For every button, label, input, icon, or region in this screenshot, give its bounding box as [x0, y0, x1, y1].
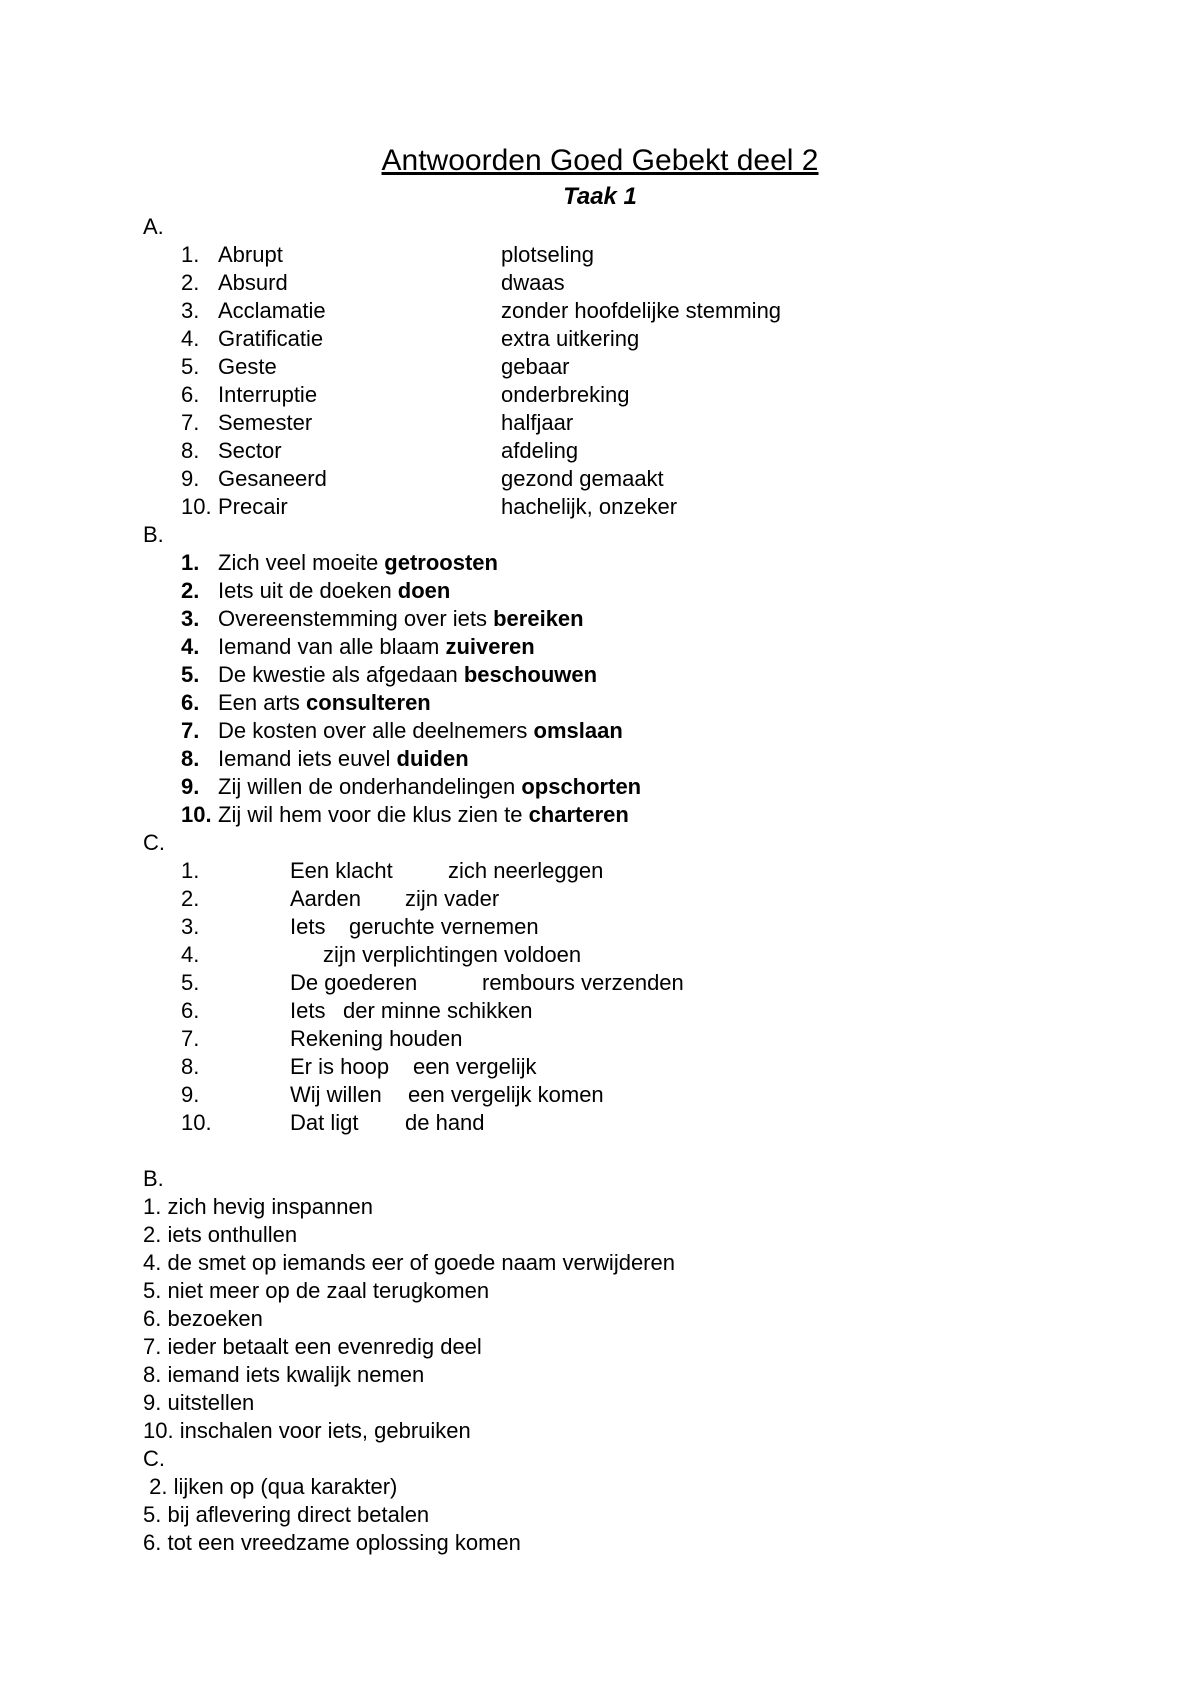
- item-number: 3.: [181, 914, 200, 939]
- expression-text: [218, 605, 584, 633]
- expression-text: [218, 661, 597, 689]
- vocab-definition: afdeling: [501, 438, 579, 463]
- item-number: 8.: [181, 438, 200, 463]
- explanation-row: 6. bezoeken: [143, 1306, 263, 1331]
- vocab-row: [143, 269, 1143, 297]
- vocab-term: Sector: [218, 438, 282, 463]
- phrase-row: [143, 1053, 1143, 1081]
- vocab-definition: zonder hoofdelijke stemming: [501, 298, 782, 323]
- phrase-end: der minne schikken: [343, 998, 533, 1023]
- phrase-start: Er is hoop: [290, 1054, 390, 1079]
- expression-plain: Zich veel moeite: [218, 550, 385, 575]
- vocab-row: [143, 381, 1143, 409]
- expression-row: [143, 633, 1143, 661]
- phrase-start: Wij willen: [290, 1082, 382, 1107]
- vocab-term: Absurd: [218, 270, 288, 295]
- expression-text: [218, 717, 623, 745]
- expression-verb: bereiken: [493, 606, 584, 631]
- expression-verb: getroosten: [384, 550, 498, 575]
- expression-row: [143, 801, 1143, 829]
- vocab-row: [143, 465, 1143, 493]
- vocab-row: [143, 409, 1143, 437]
- item-number: 2.: [181, 886, 200, 911]
- section-b-label: B.: [143, 522, 164, 547]
- expression-verb: omslaan: [533, 718, 623, 743]
- item-number: 5.: [181, 970, 200, 995]
- expression-plain: De kwestie als afgedaan: [218, 662, 464, 687]
- explanation-row: 4. de smet op iemands eer of goede naam verwijderen: [143, 1250, 675, 1275]
- phrase-start: Rekening houden: [290, 1026, 463, 1051]
- vocab-row: [143, 297, 1143, 325]
- phrase-end: geruchte vernemen: [349, 914, 539, 939]
- phrase-end: een vergelijk komen: [408, 1082, 604, 1107]
- spacer: [143, 1137, 1143, 1165]
- expression-row: [143, 717, 1143, 745]
- phrase-row: [143, 969, 1143, 997]
- item-number: 7.: [181, 1026, 200, 1051]
- item-number: 5.: [181, 354, 200, 379]
- vocab-definition: extra uitkering: [501, 326, 640, 351]
- expression-text: [218, 689, 431, 717]
- expression-text: [218, 745, 469, 773]
- vocab-row: [143, 325, 1143, 353]
- item-number: 3.: [181, 606, 200, 631]
- expression-plain: Iemand van alle blaam: [218, 634, 446, 659]
- expression-verb: doen: [397, 578, 451, 603]
- item-number: 7.: [181, 410, 200, 435]
- expression-row: [143, 773, 1143, 801]
- phrase-row: [143, 1109, 1143, 1137]
- vocab-row: [143, 241, 1143, 269]
- expression-plain: De kosten over alle deelnemers: [218, 718, 534, 743]
- item-number: 10.: [181, 1110, 212, 1135]
- expression-text: [218, 549, 498, 577]
- expression-row: [143, 745, 1143, 773]
- phrase-end: zich neerleggen: [448, 858, 604, 883]
- phrase-end: zijn verplichtingen voldoen: [323, 942, 582, 967]
- phrase-row: [143, 885, 1143, 913]
- item-number: 4.: [181, 326, 200, 351]
- expression-verb: zuiveren: [445, 634, 535, 659]
- expression-row: [143, 605, 1143, 633]
- expression-plain: Iemand iets euvel: [218, 746, 397, 771]
- item-number: 9.: [181, 774, 200, 799]
- explanation-row: 10. inschalen voor iets, gebruiken: [143, 1418, 471, 1443]
- document-body: [143, 213, 1143, 1557]
- section-b-list: [143, 549, 1143, 829]
- item-number: 4.: [181, 634, 200, 659]
- item-number: 6.: [181, 998, 200, 1023]
- expression-text: [218, 577, 450, 605]
- vocab-row: [143, 493, 1143, 521]
- phrase-row: [143, 997, 1143, 1025]
- expression-plain: Overeenstemming over iets: [218, 606, 494, 631]
- expression-text: [218, 773, 641, 801]
- expression-verb: duiden: [396, 746, 469, 771]
- phrase-start: Een klacht: [290, 858, 393, 883]
- item-number: 8.: [181, 1054, 200, 1079]
- item-number: 8.: [181, 746, 200, 771]
- phrase-start: Iets: [290, 914, 326, 939]
- phrase-row: [143, 941, 1143, 969]
- section-c2-list: [143, 1473, 1143, 1557]
- expression-text: [218, 633, 535, 661]
- expression-row: [143, 689, 1143, 717]
- item-number: 3.: [181, 298, 200, 323]
- section-a-label: A.: [143, 214, 164, 239]
- item-number: 2.: [181, 270, 200, 295]
- vocab-definition: onderbreking: [501, 382, 630, 407]
- phrase-row: [143, 1081, 1143, 1109]
- item-number: 6.: [181, 690, 200, 715]
- explanation-row: 8. iemand iets kwalijk nemen: [143, 1362, 425, 1387]
- item-number: 4.: [181, 942, 200, 967]
- vocab-row: [143, 353, 1143, 381]
- vocab-term: Geste: [218, 354, 277, 379]
- phrase-row: [143, 857, 1143, 885]
- explanation-row: 2. iets onthullen: [143, 1222, 298, 1247]
- explanation-row: 5. bij aflevering direct betalen: [143, 1502, 430, 1527]
- expression-plain: Zij willen de onderhandelingen: [218, 774, 522, 799]
- item-number: 9.: [181, 1082, 200, 1107]
- explanation-row: 5. niet meer op de zaal terugkomen: [143, 1278, 490, 1303]
- vocab-term: Precair: [218, 494, 288, 519]
- vocab-definition: gezond gemaakt: [501, 466, 664, 491]
- phrase-end: de hand: [405, 1110, 485, 1135]
- vocab-term: Acclamatie: [218, 298, 326, 323]
- item-number: 7.: [181, 718, 200, 743]
- item-number: 1.: [181, 550, 200, 575]
- expression-plain: Iets uit de doeken: [218, 578, 398, 603]
- phrase-start: Aarden: [290, 886, 361, 911]
- phrase-row: [143, 913, 1143, 941]
- item-number: 10.: [181, 802, 212, 827]
- phrase-start: Dat ligt: [290, 1110, 359, 1135]
- expression-row: [143, 549, 1143, 577]
- expression-verb: charteren: [528, 802, 629, 827]
- expression-row: [143, 577, 1143, 605]
- item-number: 5.: [181, 662, 200, 687]
- expression-verb: beschouwen: [463, 662, 598, 687]
- phrase-end: zijn vader: [405, 886, 500, 911]
- explanation-row: 6. tot een vreedzame oplossing komen: [143, 1530, 521, 1555]
- phrase-start: De goederen: [290, 970, 418, 995]
- section-b2-list: [143, 1193, 1143, 1445]
- vocab-term: Gesaneerd: [218, 466, 327, 491]
- explanation-row: 7. ieder betaalt een evenredig deel: [143, 1334, 482, 1359]
- expression-plain: Een arts: [218, 690, 307, 715]
- section-a-list: [143, 241, 1143, 521]
- vocab-term: Abrupt: [218, 242, 283, 267]
- vocab-term: Interruptie: [218, 382, 318, 407]
- phrase-start: Iets: [290, 998, 326, 1023]
- phrase-row: [143, 1025, 1143, 1053]
- vocab-row: [143, 437, 1143, 465]
- page-title: Antwoorden Goed Gebekt deel 2: [381, 144, 819, 177]
- vocab-definition: dwaas: [501, 270, 565, 295]
- item-number: 1.: [181, 858, 200, 883]
- item-number: 1.: [181, 242, 200, 267]
- phrase-end: rembours verzenden: [482, 970, 684, 995]
- vocab-term: Gratificatie: [218, 326, 324, 351]
- expression-verb: consulteren: [306, 690, 431, 715]
- expression-verb: opschorten: [521, 774, 642, 799]
- item-number: 9.: [181, 466, 200, 491]
- item-number: 10.: [181, 494, 212, 519]
- explanation-row: 9. uitstellen: [143, 1390, 255, 1415]
- vocab-definition: halfjaar: [501, 410, 574, 435]
- phrase-end: een vergelijk: [413, 1054, 537, 1079]
- section-c2-label: C.: [143, 1446, 165, 1471]
- vocab-term: Semester: [218, 410, 313, 435]
- vocab-definition: gebaar: [501, 354, 570, 379]
- item-number: 6.: [181, 382, 200, 407]
- section-c-label: C.: [143, 830, 165, 855]
- section-b2-label: B.: [143, 1166, 164, 1191]
- item-number: 2.: [181, 578, 200, 603]
- vocab-definition: plotseling: [501, 242, 594, 267]
- expression-text: [218, 801, 629, 829]
- page-subtitle: Taak 1: [563, 183, 637, 210]
- explanation-row: 2. lijken op (qua karakter): [143, 1474, 398, 1499]
- section-c-list: [143, 857, 1143, 1137]
- explanation-row: 1. zich hevig inspannen: [143, 1194, 373, 1219]
- expression-row: [143, 661, 1143, 689]
- expression-plain: Zij wil hem voor die klus zien te: [218, 802, 529, 827]
- vocab-definition: hachelijk, onzeker: [501, 494, 678, 519]
